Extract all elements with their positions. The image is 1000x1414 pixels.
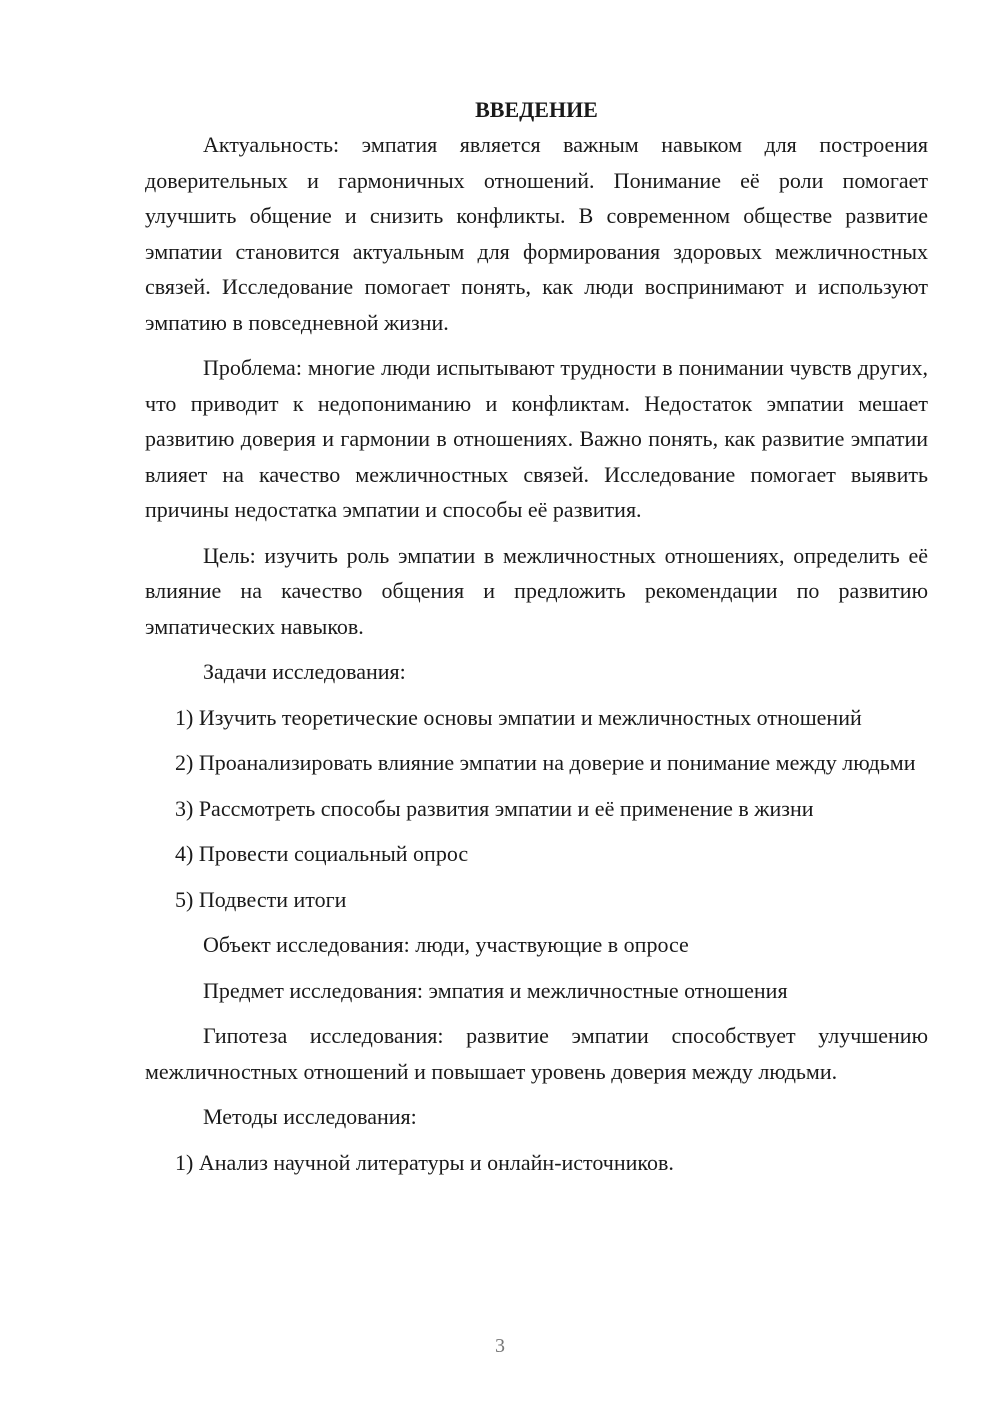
tasks-heading: Задачи исследования: bbox=[203, 659, 406, 684]
paragraph-relevance: Актуальность: эмпатия является важным навыком для построения доверительных и гармоничных отношений. Понимание её роли помогает улучшить общение и снизить конфликты. В современном обществе развитие эмпатии становится актуальным для формирования здоровых межличностных связей. Исследование помогает понять, как люди воспринимают и используют эмпатию в повседневной жизни. bbox=[145, 132, 928, 335]
paragraph-hypothesis: Гипотеза исследования: развитие эмпатии способствует улучшению межличностных отношений и повышает уровень доверия между людьми. bbox=[145, 1023, 928, 1084]
methods-heading: Методы исследования: bbox=[203, 1104, 417, 1129]
task-item-5: 5) Подвести итоги bbox=[175, 886, 347, 912]
task-item-3: 3) Рассмотреть способы развития эмпатии и её применение в жизни bbox=[175, 795, 814, 821]
section-heading: ВВЕДЕНИЕ bbox=[475, 97, 598, 122]
paragraph-problem: Проблема: многие люди испытывают трудности в понимании чувств других, что приводит к недопониманию и конфликтам. Недостаток эмпатии мешает развитию доверия и гармонии в отношениях. Важно понять, как развитие эмпатии влияет на качество межличностных связей. Исследование помогает выявить причины недостатка эмпатии и способы её развития. bbox=[145, 355, 928, 522]
paragraph-object: Объект исследования: люди, участвующие в опросе bbox=[203, 932, 689, 957]
task-item-2: 2) Проанализировать влияние эмпатии на доверие и понимание между людьми bbox=[175, 750, 916, 775]
page-number: 3 bbox=[495, 1335, 505, 1357]
paragraph-subject: Предмет исследования: эмпатия и межличностные отношения bbox=[203, 977, 788, 1003]
method-item-1: 1) Анализ научной литературы и онлайн-источников. bbox=[175, 1149, 674, 1175]
document-page bbox=[145, 92, 928, 1190]
task-item-1: 1) Изучить теоретические основы эмпатии и межличностных отношений bbox=[175, 704, 862, 730]
task-item-4: 4) Провести социальный опрос bbox=[175, 841, 469, 866]
paragraph-goal: Цель: изучить роль эмпатии в межличностных отношениях, определить её влияние на качество общения и предложить рекомендации по развитию эмпатических навыков. bbox=[145, 542, 928, 639]
